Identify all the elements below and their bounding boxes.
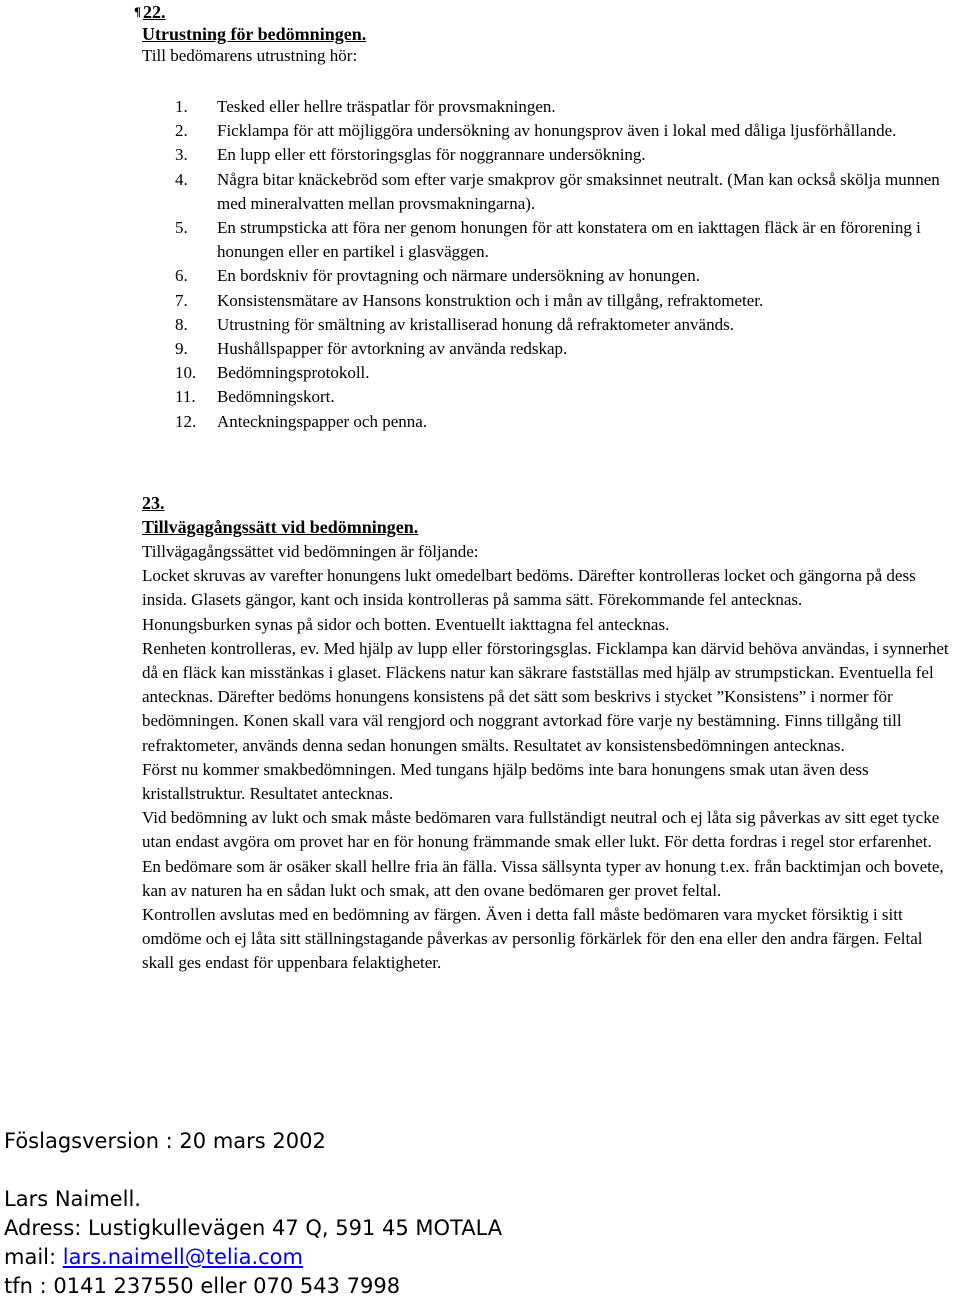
list-item-text: Anteckningspapper och penna. [217, 411, 428, 431]
footer-contact [4, 1127, 954, 1301]
pilcrow-mark: ¶ [134, 4, 142, 19]
mail-line [4, 1243, 954, 1272]
version-line: Föslagsversion : 20 mars 2002 [4, 1129, 326, 1153]
list-item-number: 7. [175, 290, 188, 310]
section-22-intro: Till bedömarens utrustning hör: [142, 46, 358, 65]
list-item-text: Hushållspapper för avtorkning av använda redskap. [217, 339, 568, 359]
list-item [142, 289, 954, 313]
list-item-text: En lupp eller ett förstoringsglas för noggrannare undersökning. [217, 145, 646, 165]
section-22-title: Utrustning för bedömningen. [142, 24, 367, 44]
paragraph: Först nu kommer smakbedömningen. Med tungans hjälp bedöms inte bara honungens smak utan även dess kristallstruktur. Resultatet antecknas. [142, 759, 869, 804]
list-item [142, 216, 954, 264]
list-item-number: 5. [175, 218, 188, 238]
section-23-body [142, 540, 954, 976]
list-item [142, 264, 954, 288]
paragraph: Honungsburken synas på sidor och botten. Eventuellt iakttagna fel antecknas. [142, 614, 670, 634]
list-item [142, 337, 954, 361]
list-item [142, 95, 954, 119]
list-item-text: Konsistensmätare av Hansons konstruktion och i mån av tillgång, refraktometer. [217, 290, 764, 310]
list-item-text: Utrustning för smältning av kristalliserad honung då refraktometer används. [217, 314, 734, 334]
address-line: Adress: Lustigkullevägen 47 Q, 591 45 MOTALA [4, 1216, 503, 1240]
section-22-number: 22. [143, 2, 166, 22]
list-item-text: Bedömningsprotokoll. [217, 363, 370, 383]
list-item-number: 6. [175, 266, 188, 286]
list-item-number: 12. [175, 411, 197, 431]
list-item [142, 313, 954, 337]
mail-label: mail: [4, 1245, 63, 1269]
list-item [142, 119, 954, 143]
list-item [142, 410, 954, 434]
section-23-title: Tillvägagångssätt vid bedömningen. [142, 517, 419, 537]
list-item-number: 10. [175, 363, 197, 383]
list-item-text: En strumpsticka att föra ner genom honungen för att konstatera om en iakttagen fläck är en förorening i honungen eller en partikel i glasväggen. [217, 218, 921, 262]
list-item-number: 2. [175, 121, 188, 141]
paragraph: Tillvägagångssättet vid bedömningen är följande: [142, 542, 479, 561]
list-item-number: 11. [175, 387, 196, 407]
list-item [142, 385, 954, 409]
email-link[interactable]: lars.naimell@telia.com [62, 1245, 303, 1269]
list-item-text: Bedömningskort. [217, 387, 335, 407]
list-item-number: 8. [175, 314, 188, 334]
list-item [142, 361, 954, 385]
section-23-number: 23. [142, 493, 165, 513]
paragraph: Kontrollen avslutas med en bedömning av färgen. Även i detta fall måste bedömaren vara mycket försiktig i sitt omdöme och ej låta sitt ställningstagande påverkas av personlig förkärlek för den ena eller den andra färgen. Feltal skall ges endast för uppenbara felaktigheter. [142, 905, 923, 973]
paragraph: Vid bedömning av lukt och smak måste bedömaren vara fullständigt neutral och ej låta sig påverkas av sitt eget tycke utan endast avgöra om provet har en för honung främmande smak eller lukt. För detta fordras i regel stor erfarenhet. En bedömare som är osäker skall hellre fria än fälla. Vissa sällsynta typer av honung t.ex. från backtimjan och bovete, kan av naturen ha en sådan lukt och smak, att den ovane bedömaren ger provet feltal. [142, 808, 944, 900]
equipment-list [142, 95, 954, 434]
list-item [142, 168, 954, 216]
paragraph: Renheten kontrolleras, ev. Med hjälp av lupp eller förstoringsglas. Ficklampa kan därvid behöva användas, i synnerhet då en fläck kan misstänkas i glaset. Fläckens natur kan säkrare fastställas med hjälp av strumpstickan. Eventuella fel antecknas. Därefter bedöms honungens konsistens på det sätt som beskrivs i stycket ”Konsistens” i normer för bedömningen. Konen skall vara väl rengjord och noggrant avtorkad före varje ny bestämning. Finns tillgång till refraktometer, används denna sedan honungen smälts. Resultatet av konsistensbedömningen antecknas. [142, 638, 949, 755]
list-item-number: 4. [175, 169, 188, 189]
list-item-text: En bordskniv för provtagning och närmare undersökning av honungen. [217, 266, 700, 286]
list-item-text: Tesked eller hellre träspatlar för provsmakningen. [217, 97, 556, 116]
list-item-number: 9. [175, 339, 188, 359]
list-item-number: 1. [175, 97, 188, 116]
list-item [142, 143, 954, 167]
list-item-text: Några bitar knäckebröd som efter varje smakprov gör smaksinnet neutralt. (Man kan också skölja munnen med mineralvatten mellan provsmakningarna). [217, 169, 940, 213]
phone-line: tfn : 0141 237550 eller 070 543 7998 [4, 1274, 401, 1298]
section-23 [142, 492, 954, 976]
author-name: Lars Naimell. [4, 1187, 141, 1211]
paragraph: Locket skruvas av varefter honungens lukt omedelbart bedöms. Därefter kontrolleras locket och gängorna på dess insida. Glasets gängor, kant och insida kontrolleras på samma sätt. Förekommande fel antecknas. [142, 566, 916, 610]
list-item-number: 3. [175, 145, 188, 165]
list-item-text: Ficklampa för att möjliggöra undersökning av honungsprov även i lokal med dåliga ljusförhållande. [217, 121, 897, 141]
